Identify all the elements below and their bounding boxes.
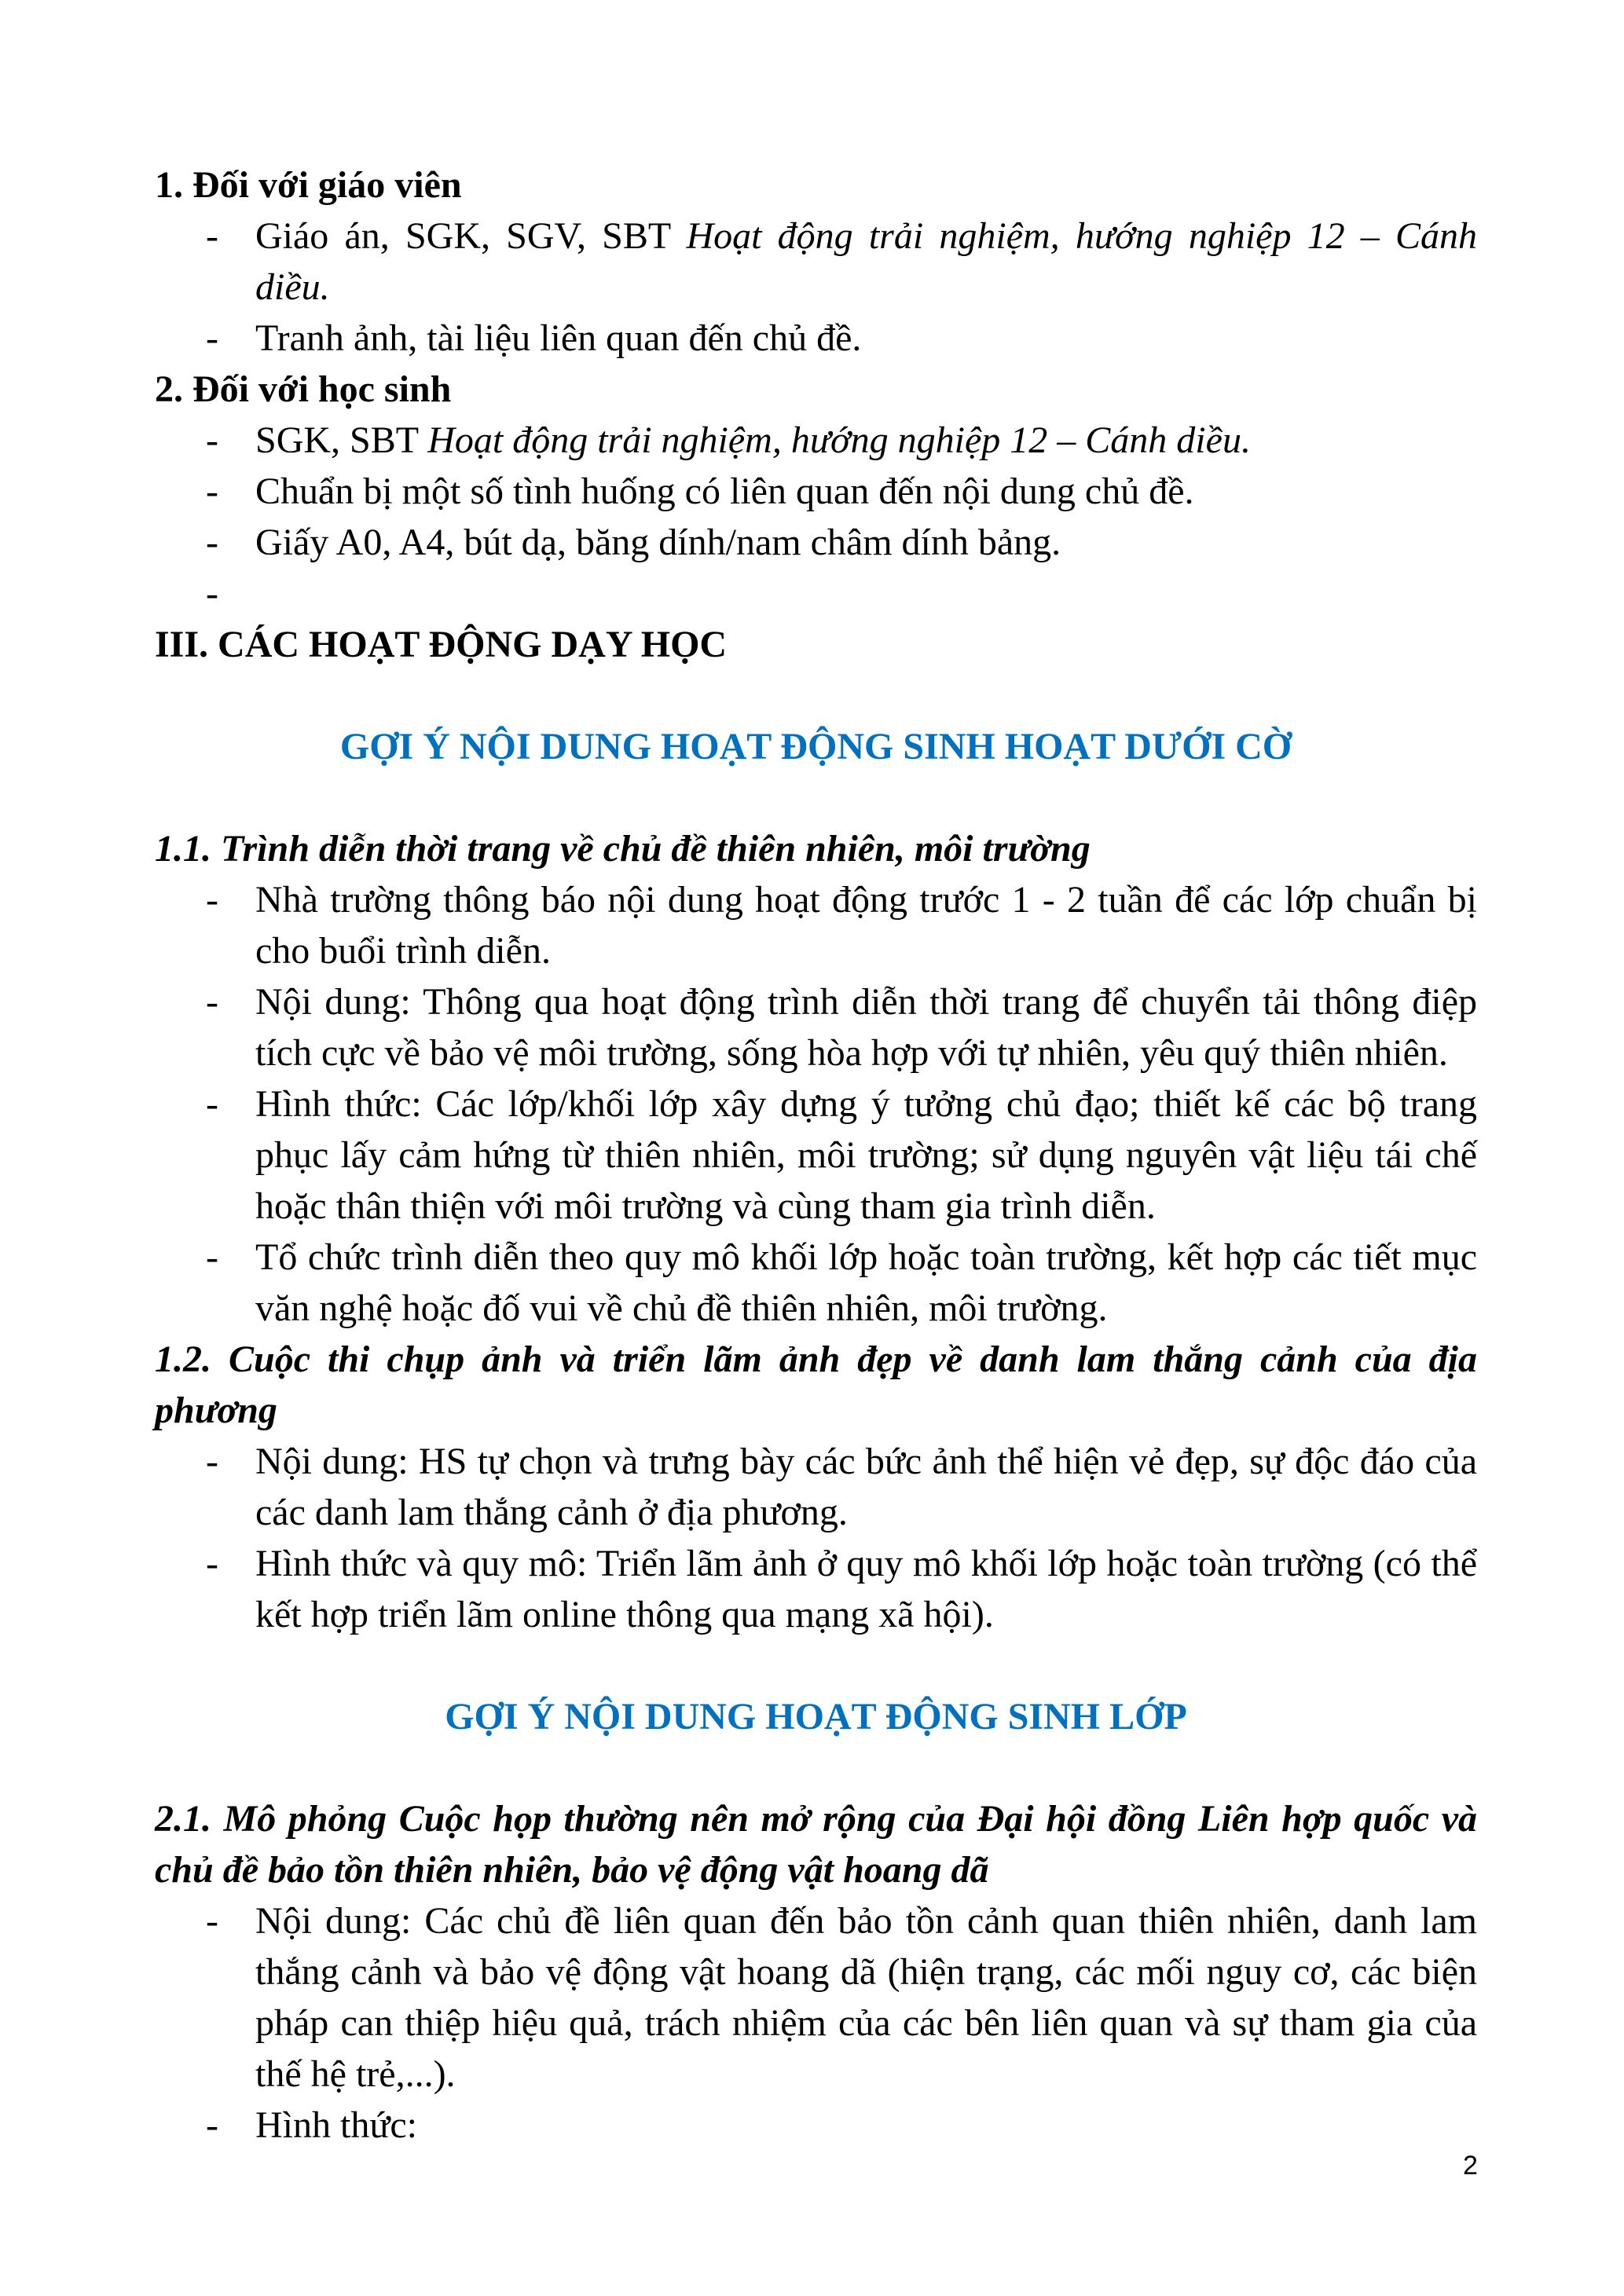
item-text: Giáo án, SGK, SGV, SBT	[255, 215, 687, 257]
list-item	[155, 313, 1477, 364]
item-text: Hình thức và quy mô: Triển lãm ảnh ở quy mô khối lớp hoặc toàn trường (có thể kết hợp triển lãm online thông qua mạng xã hội).	[255, 1543, 1477, 1635]
bullet-dash: -	[206, 1543, 218, 1584]
item-text: Tổ chức trình diễn theo quy mô khối lớp hoặc toàn trường, kết hợp các tiết mục văn nghệ hoặc đố vui về chủ đề thiên nhiên, môi trường.	[255, 1236, 1477, 1329]
part3-heading: III. CÁC HOẠT ĐỘNG DẠY HỌC	[155, 624, 728, 665]
bullet-dash: -	[206, 573, 218, 614]
list-item	[155, 415, 1477, 466]
bullet-dash: -	[206, 981, 218, 1023]
section-heading-flag-ceremony: GỢI Ý NỘI DUNG HOẠT ĐỘNG SINH HOẠT DƯỚI CỜ	[339, 726, 1292, 767]
list-item	[155, 1895, 1477, 2100]
bullet-dash: -	[206, 419, 218, 461]
list-item	[155, 1232, 1477, 1334]
bullet-dash: -	[206, 1441, 218, 1482]
book-title: Hoạt động trải nghiệm, hướng nghiệp 12 – Cánh diều.	[255, 215, 1477, 308]
list-item	[155, 466, 1477, 517]
item-text: Hình thức:	[255, 2104, 417, 2146]
bullet-dash: -	[206, 471, 218, 512]
list-item	[155, 1436, 1477, 1538]
list-item	[155, 874, 1477, 976]
page-number: 2	[1463, 2151, 1478, 2181]
bullet-dash: -	[206, 1236, 218, 1278]
item-text: Hình thức: Các lớp/khối lớp xây dựng ý tưởng chủ đạo; thiết kế các bộ trang phục lấy cảm hứng từ thiên nhiên, môi trường; sử dụng nguyên vật liệu tái chế hoặc thân thiện với môi trường và cùng tham gia trình diễn.	[255, 1083, 1477, 1227]
item-text: Tranh ảnh, tài liệu liên quan đến chủ đề.	[255, 317, 862, 359]
item-text: SGK, SBT	[255, 419, 428, 461]
list-item	[155, 2100, 1477, 2151]
item-text: Nội dung: HS tự chọn và trưng bày các bức ảnh thể hiện vẻ đẹp, sự độc đáo của các danh lam thắng cảnh ở địa phương.	[255, 1441, 1477, 1533]
list-item-empty	[155, 568, 1477, 619]
teacher-list	[155, 211, 1477, 364]
item-text: Chuẩn bị một số tình huống có liên quan đến nội dung chủ đề.	[255, 471, 1194, 512]
subsection-2-1-list	[155, 1895, 1477, 2151]
student-heading: 2. Đối với học sinh	[155, 368, 452, 410]
subsection-2-1-heading: 2.1. Mô phỏng Cuộc họp thường nên mở rộng của Đại hội đồng Liên hợp quốc và chủ đề bảo tồn thiên nhiên, bảo vệ động vật hoang dã	[155, 1798, 1477, 1891]
bullet-dash: -	[206, 215, 218, 257]
bullet-dash: -	[206, 522, 218, 563]
student-list	[155, 415, 1477, 619]
list-item	[155, 1538, 1477, 1640]
subsection-1-1-list	[155, 874, 1477, 1334]
list-item	[155, 211, 1477, 313]
item-text: Nhà trường thông báo nội dung hoạt động trước 1 - 2 tuần để các lớp chuẩn bị cho buổi trình diễn.	[255, 879, 1477, 972]
subsection-1-2-heading: 1.2. Cuộc thi chụp ảnh và triển lãm ảnh đẹp về danh lam thắng cảnh của địa phương	[155, 1338, 1477, 1431]
subsection-1-1-heading: 1.1. Trình diễn thời trang về chủ đề thiên nhiên, môi trường	[155, 828, 1091, 870]
list-item	[155, 1078, 1477, 1232]
teacher-heading: 1. Đối với giáo viên	[155, 164, 462, 206]
list-item	[155, 517, 1477, 568]
list-item	[155, 976, 1477, 1078]
item-text: Nội dung: Các chủ đề liên quan đến bảo tồn cảnh quan thiên nhiên, danh lam thắng cảnh và bảo vệ động vật hoang dã (hiện trạng, các mối nguy cơ, các biện pháp can thiệp hiệu quả, trách nhiệm của các bên liên quan và sự tham gia của thế hệ trẻ,...).	[255, 1900, 1477, 2095]
section-heading-class-activity: GỢI Ý NỘI DUNG HOẠT ĐỘNG SINH LỚP	[445, 1696, 1187, 1738]
document-body	[155, 159, 1477, 2151]
item-text: Nội dung: Thông qua hoạt động trình diễn thời trang để chuyển tải thông điệp tích cực về bảo vệ môi trường, sống hòa hợp với tự nhiên, yêu quý thiên nhiên.	[255, 981, 1477, 1074]
subsection-1-2-list	[155, 1436, 1477, 1640]
bullet-dash: -	[206, 1900, 218, 1942]
bullet-dash: -	[206, 1083, 218, 1125]
bullet-dash: -	[206, 2104, 218, 2146]
bullet-dash: -	[206, 317, 218, 359]
bullet-dash: -	[206, 879, 218, 921]
book-title: Hoạt động trải nghiệm, hướng nghiệp 12 – Cánh diều.	[427, 419, 1251, 461]
item-text: Giấy A0, A4, bút dạ, băng dính/nam châm dính bảng.	[255, 522, 1061, 563]
